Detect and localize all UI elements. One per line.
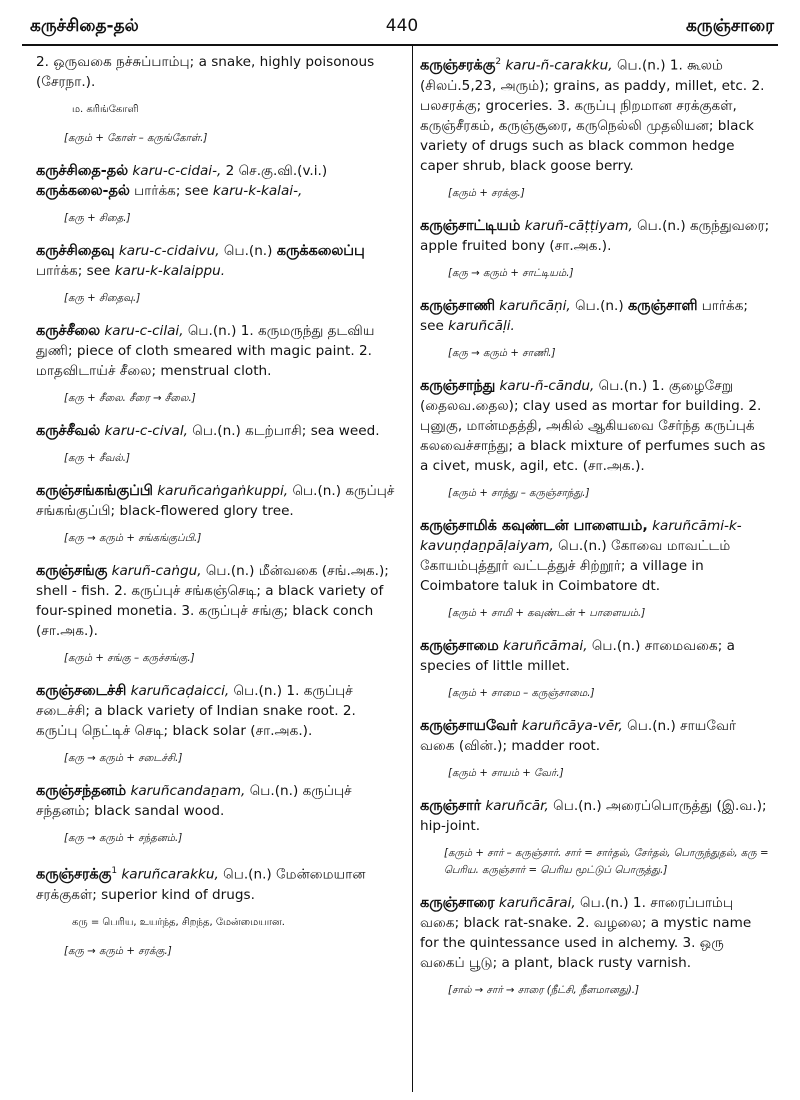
etymology: [கரும் + சாயம் + வேர்.] [448,767,564,779]
etymology: [கரும் + கோள் – கருங்கோள்.] [64,133,208,144]
cross-reference: கருக்கலை-தல் [36,183,130,199]
etymology: [கரு → கரும் + சாட்டியம்.] [448,267,574,279]
definition: 2 செ.கு.வி.(v.i.) [221,163,328,179]
dictionary-entry [36,861,400,905]
definition: பெ.(n.) 1. கருமருந்து தடவிய துணி; piece of cloth smeared with magic paint. 2. மாதவிடாய்ச் சீலை; menstrual cloth. [36,323,375,379]
dictionary-entry [420,216,772,256]
etymology: [கரும் + சங்கு – கருச்சங்கு.] [64,653,195,664]
definition: பெ.(n.) கடற்பாசி; sea weed. [187,423,380,439]
headword: கருஞ்சடைச்சி [36,683,127,699]
definition: பெ.(n.) 1. கூலம் (சிலப்.5,23, அரும்); grains, as paddy, millet, etc. 2. பலசரக்கு; groceries. 3. கருப்பு நிறமான சரக்குகள், கருஞ்சீரகம், கருஞ்சூரை, கருநெல்லி முதலியன; black variety of drugs such as black common hedge caper shrub, black goose berry. [420,57,765,174]
definition: பெ.(n.) மீன்வகை (சங்.அக.); shell - fish. 2. கருப்புச் சங்கஞ்செடி; a black variety of four-spined monetia. 3. கருப்புச் சங்கு; black conch (சா.அக.). [36,563,389,639]
etymology: [கரும் + சாமை – கருஞ்சாமை.] [448,687,595,699]
etymology: [கரு → கரும் + சந்தனம்.] [64,833,183,844]
transliteration: karu-c-cilai, [104,323,184,339]
dictionary-entry [420,716,772,756]
transliteration: karuñcandaṉam, [130,783,246,799]
headword: கருச்சீவல் [36,423,101,439]
header-left-guideword: கருச்சிதை-தல் [30,16,139,36]
transliteration: karuñcāmai, [503,637,588,654]
etymology: [கரும் + சார் – கருஞ்சார். சார் = சார்தல், சேர்தல், பொருந்துதல், கரு = பெரிய. கருஞ்சார் = பெரிய மூட்டுப் பொருத்து.] [444,847,769,876]
homograph-number: 1 [111,866,118,876]
etymology: [கரு → கரும் + சாணி.] [448,347,556,359]
right-column [420,52,772,1013]
headword: கருஞ்சாணி [420,297,495,314]
dictionary-entry [36,681,400,741]
homograph-number: 2 [495,57,502,67]
transliteration: karuñcaṅgaṅkuppi, [157,483,289,499]
definition: பெ.(n.) [570,297,628,314]
dictionary-entry [420,296,772,336]
etymology: [கரு + சீவல்.] [64,453,131,464]
headword: கருஞ்சாந்து [420,377,496,394]
left-column [36,52,400,974]
dictionary-entry [420,796,772,836]
headword: கருஞ்சாமை [420,637,499,654]
transliteration: karu-ñ-cāndu, [499,377,595,394]
transliteration: karuñcāmi-k-kavuṇḍaṉpāḷaiyam, [420,517,742,554]
headword: கருஞ்சாமிக் கவுண்டன் பாளையம், [420,517,648,534]
etymology: [கரு + சீலை. சீரை → சீலை.] [64,393,196,404]
etymology: [கரும் + சாந்து – கருஞ்சாந்து.] [448,487,590,499]
definition: பெ.(n.) கருப்புச் சந்தனம்; black sandal wood. [36,783,352,819]
dictionary-entry [420,893,772,973]
etymology: [கரு → கரும் + சங்கங்குப்பி.] [64,533,202,544]
definition: பெ.(n.) கருந்துவரை; apple fruited bony (சா.அக.). [420,217,770,254]
column-divider [412,46,413,1092]
headword: கருஞ்சாரை [420,894,495,911]
dictionary-entry [36,321,400,381]
cognate-note: ம. கரிங்கோளி [72,104,139,115]
definition: பார்க்க; see [420,297,748,334]
page-number: 440 [385,16,419,36]
headword: கருஞ்சரக்கு [36,866,112,883]
transliteration: karu-k-kalai-, [212,183,303,199]
definition: பெ.(n.) 1. சாரைப்பாம்பு வகை; black rat-snake. 2. வழலை; a mystic name for the quintessance used in alchemy. 3. ஒரு வகைப் பூடு; a plant, black rusty varnish. [420,894,752,971]
transliteration: karuñcarakku, [121,866,219,883]
definition: பெ.(n.) கோவை மாவட்டம் கோயம்புத்தூர் வட்டத்துச் சிற்றூர்; a village in Coimbatore taluk in Coimbatore dt. [420,537,731,594]
definition: பெ.(n.) மேன்மையான சரக்குகள்; superior kind of drugs. [36,866,366,903]
transliteration: karuñcāṇi, [499,297,571,314]
definition: பார்க்க; see [36,263,115,279]
dictionary-entry [420,516,772,596]
definition: பெ.(n.) அரைப்பொருத்து (இ.வ.); hip-joint. [420,797,767,834]
dictionary-entry [36,781,400,821]
definition: பெ.(n.) [219,243,277,259]
etymology: [சால் → சார் → சாரை (நீட்சி, நீளமானது).] [448,984,640,996]
header-right-guideword: கருஞ்சாரை [685,16,774,36]
headword: கருஞ்சார் [420,797,482,814]
transliteration: karuñ-cāṭṭiyam, [524,217,633,234]
headword: கருச்சீலை [36,323,101,339]
definition: பெ.(n.) 1. குழைசேறு (தைலவ.தைல); clay used as mortar for building. 2. புனுகு, மான்மதத்தி, அகில் ஆகியவை சேர்ந்த கருப்புக் கலவைச்சாந்து; a black mixture of perfumes such as a civet, musk, agil, etc. (சா.அக.). [420,377,766,474]
definition: பெ.(n.) 1. கருப்புச் சடைச்சி; a black variety of Indian snake root. 2. கருப்பு நெட்டிச் செடி; black solar (சா.அக.). [36,683,356,739]
transliteration: karuñ-caṅgu, [111,563,202,579]
cross-reference: கருக்கலைப்பு [276,243,365,259]
dictionary-entry [36,561,400,641]
headword: கருஞ்சரக்கு [420,57,496,74]
headword: கருஞ்சங்கங்குப்பி [36,483,153,499]
transliteration: karuñcāḷi. [448,317,515,334]
etymology: [கரும் + சாமி + கவுண்டன் + பாளையம்.] [448,607,646,619]
etymology: [கரு + சிதைவு.] [64,293,141,304]
headword: கருஞ்சந்தனம் [36,783,127,799]
transliteration: karu-c-cidai-, [132,163,222,179]
headword: கருச்சிதைவு [36,243,115,259]
headword: கருஞ்சாயவேர் [420,717,518,734]
dictionary-entry [36,161,400,201]
etymology: [கரு → கரும் + சரக்கு.] [64,945,172,957]
transliteration: karuñcārai, [498,894,576,911]
dictionary-entry [420,376,772,476]
usage-note: கரு = பெரிய, உயர்ந்த, சிறந்த, மேன்மையான. [72,916,285,928]
etymology: [கரு + சிதை.] [64,213,131,224]
cross-reference: கருஞ்சாளி [627,297,698,314]
definition: பெ.(n.) கருப்புச் சங்கங்குப்பி; black-flowered glory tree. [36,483,395,519]
page-header [30,16,774,44]
headword: கருஞ்சங்கு [36,563,108,579]
definition: பெ.(n.) சாமைவகை; a species of little millet. [420,637,735,674]
headword: கருச்சிதை-தல் [36,163,129,179]
transliteration: karuñcār, [485,797,549,814]
transliteration: karuñcaḍaicci, [130,683,230,699]
dictionary-entry [36,421,400,441]
dictionary-entry [420,636,772,676]
dictionary-entry [36,481,400,521]
dictionary-entry [420,52,772,176]
transliteration: karu-ñ-carakku, [505,57,613,74]
etymology: [கரும் + சரக்கு.] [448,187,525,199]
etymology: [கரு → கரும் + சடைச்சி.] [64,753,183,764]
continued-entry: 2. ஒருவகை நச்சுப்பாம்பு; a snake, highly poisonous (சேரநா.). [36,54,375,90]
transliteration: karu-c-cidaivu, [118,243,220,259]
header-rule [22,44,778,46]
transliteration: karu-k-kalaippu. [114,263,226,279]
headword: கருஞ்சாட்டியம் [420,217,521,234]
dictionary-entry [36,241,400,281]
transliteration: karu-c-cival, [104,423,188,439]
definition: பார்க்க; see [129,183,213,199]
definition: பெ.(n.) சாயவேர் வகை (வின்.); madder root. [420,717,737,754]
transliteration: karuñcāya-vēr, [521,717,623,734]
